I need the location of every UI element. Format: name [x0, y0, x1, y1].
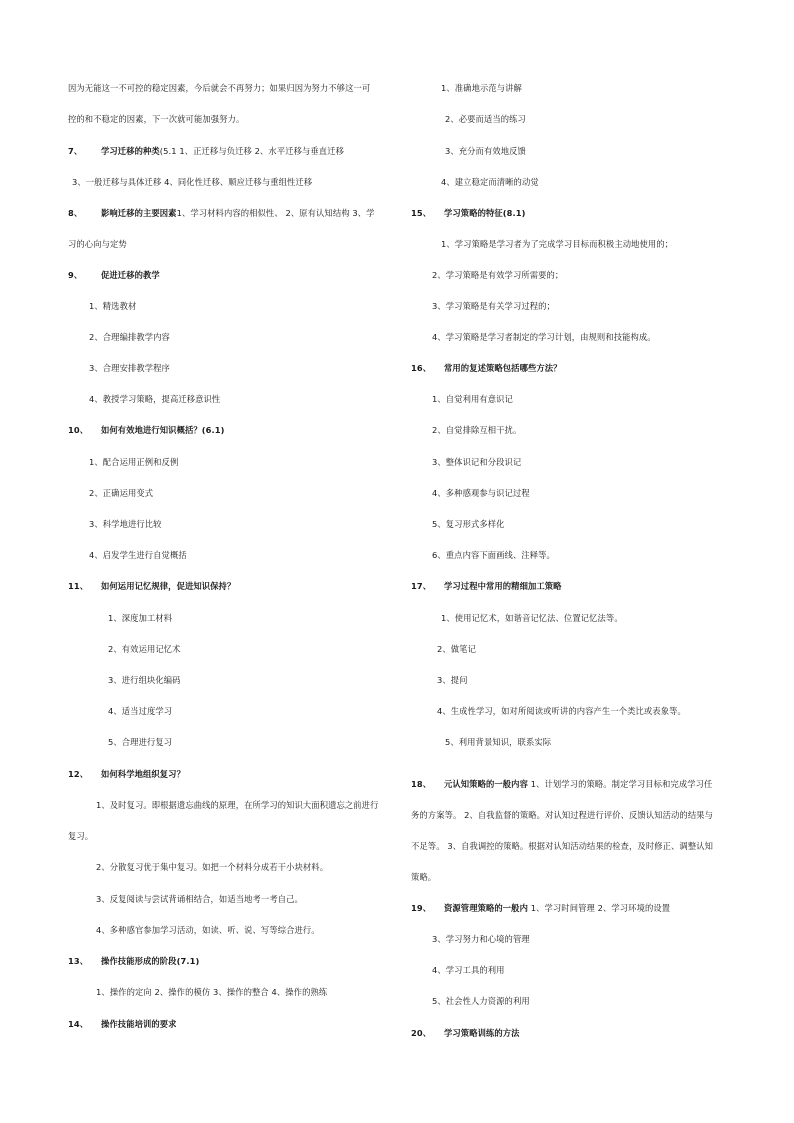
heading-title: 操作技能形成的阶段 [101, 956, 177, 966]
heading-number: 9、 [68, 270, 83, 280]
list-item: 4、启发学生进行自觉概括 [89, 550, 187, 560]
heading-number: 16、 [411, 363, 432, 373]
list-item: 4、多种感观参与识记过程 [432, 488, 530, 498]
list-item: 1、使用记忆术，如谐音记忆法、位置记忆法等。 [441, 613, 623, 623]
heading-rest: (5.1 1、正迁移与负迁移 2、水平迁移与垂直迁移 [159, 146, 344, 156]
heading-title: 资源管理策略的一般内 [444, 903, 528, 913]
list-item: 1、深度加工材料 [108, 613, 173, 623]
list-item: 2、有效运用记忆术 [108, 644, 181, 654]
list-item: 3、反复阅读与尝试背诵相结合，如适当地考一考自己。 [96, 894, 303, 904]
heading-q9 [68, 269, 160, 281]
heading-title: 影响迁移的主要因素 [101, 208, 177, 218]
list-item: 4、适当过度学习 [108, 706, 173, 716]
heading-rest: (6.1) [201, 425, 225, 435]
heading-number: 10、 [68, 425, 89, 435]
heading-rest: 1、学习时间管理 2、学习环境的设置 [527, 903, 671, 913]
heading-q15 [411, 207, 526, 219]
list-item: 4、生成性学习，如对所阅读或听讲的内容产生一个类比或表象等。 [437, 706, 686, 716]
list-item: 2、必要而适当的练习 [445, 114, 526, 124]
heading-title: 学习过程中常用的精细加工策略 [444, 581, 562, 591]
heading-q18 [411, 778, 712, 790]
heading-rest: (8.1) [502, 208, 526, 218]
paragraph-line: 复习。 [68, 831, 94, 841]
heading-number: 15、 [411, 208, 432, 218]
list-item: 5、合理进行复习 [108, 737, 173, 747]
heading-q20 [411, 1027, 520, 1039]
heading-number: 20、 [411, 1028, 432, 1038]
list-item: 1、学习策略是学习者为了完成学习目标而积极主动地使用的； [441, 239, 674, 249]
heading-q19 [411, 902, 670, 914]
paragraph-line: 不足等。 3、自我调控的策略。根据对认知活动结果的检查，及时修正、调整认知 [411, 841, 714, 851]
heading-q17 [411, 580, 562, 592]
paragraph-line: 因为无能这一不可控的稳定因素，今后就会不再努力；如果归因为努力不够这一可 [68, 83, 371, 93]
paragraph-line: 务的方案等。 2、自我监督的策略。对认知过程进行评价、反馈认知活动的结果与 [411, 810, 714, 820]
heading-number: 8、 [68, 208, 83, 218]
list-item: 1、精选教材 [89, 301, 137, 311]
heading-q7 [68, 145, 344, 157]
list-item: 2、做笔记 [437, 644, 476, 654]
list-item: 4、建立稳定而清晰的动觉 [441, 177, 539, 187]
paragraph-line: 控的和不稳定的因素，下一次就可能加强努力。 [68, 114, 245, 124]
list-item: 1、准确地示范与讲解 [441, 83, 522, 93]
list-item: 4、学习策略是学习者制定的学习计划，由规则和技能构成。 [432, 332, 656, 342]
list-item: 3、充分而有效地反馈 [445, 146, 526, 156]
heading-rest: 1、学习材料内容的相似性、 2、原有认知结构 3、学 [176, 208, 375, 218]
heading-title: 学习迁移的种类 [101, 146, 160, 156]
list-item: 4、教授学习策略，提高迁移意识性 [89, 394, 221, 404]
list-item: 4、学习工具的利用 [432, 965, 505, 975]
paragraph-line: 策略。 [411, 872, 437, 882]
heading-number: 11、 [68, 581, 89, 591]
heading-rest: (7.1) [176, 956, 200, 966]
heading-number: 17、 [411, 581, 432, 591]
heading-rest: 1、计划学习的策略。制定学习目标和完成学习任 [527, 779, 713, 789]
list-item: 3、科学地进行比较 [89, 519, 162, 529]
heading-title: 常用的复述策略包括哪些方法？ [444, 363, 562, 373]
list-item: 2、自觉排除互相干扰。 [432, 425, 522, 435]
heading-title: 如何有效地进行知识概括？ [101, 425, 202, 435]
heading-title: 操作技能培训的要求 [101, 1019, 177, 1029]
heading-number: 13、 [68, 956, 89, 966]
list-item: 2、合理编排教学内容 [89, 332, 170, 342]
heading-q16 [411, 362, 562, 374]
list-item: 3、学习努力和心境的管理 [432, 934, 530, 944]
heading-title: 学习策略训练的方法 [444, 1028, 520, 1038]
heading-title: 促进迁移的教学 [101, 270, 160, 280]
list-item: 1、自觉利用有意识记 [432, 394, 513, 404]
paragraph-line: 1、及时复习。即根据遗忘曲线的原理，在所学习的知识大面积遗忘之前进行 [96, 800, 379, 810]
heading-q11 [68, 580, 235, 592]
list-item: 6、重点内容下面画线、注释等。 [432, 550, 555, 560]
heading-title: 如何科学地组织复习？ [101, 769, 185, 779]
list-item: 5、复习形式多样化 [432, 519, 505, 529]
paragraph-line: 1、操作的定向 2、操作的模仿 3、操作的整合 4、操作的熟练 [96, 987, 328, 997]
heading-number: 7、 [68, 146, 83, 156]
heading-title: 元认知策略的一般内容 [444, 779, 528, 789]
list-item: 2、分散复习优于集中复习。如把一个材料分成若干小块材料。 [96, 862, 329, 872]
list-item: 2、学习策略是有效学习所需要的； [432, 270, 564, 280]
heading-number: 18、 [411, 779, 432, 789]
list-item: 5、利用背景知识，联系实际 [445, 737, 552, 747]
list-item: 3、整体识记和分段识记 [432, 457, 522, 467]
list-item: 5、社会性人力资源的利用 [432, 996, 530, 1006]
heading-q10 [68, 424, 225, 436]
heading-number: 19、 [411, 903, 432, 913]
heading-q14 [68, 1018, 177, 1030]
heading-number: 12、 [68, 769, 89, 779]
heading-title: 学习策略的特征 [444, 208, 503, 218]
list-item: 3、合理安排教学程序 [89, 363, 170, 373]
list-item: 1、配合运用正例和反例 [89, 457, 179, 467]
heading-q13 [68, 955, 199, 967]
heading-q8 [68, 207, 375, 219]
list-item: 3、学习策略是有关学习过程的； [432, 301, 555, 311]
paragraph-line: 习的心向与定势 [68, 239, 127, 249]
heading-q12 [68, 768, 185, 780]
heading-number: 14、 [68, 1019, 89, 1029]
list-item: 3、提问 [437, 675, 468, 685]
heading-title: 如何运用记忆规律，促进知识保持？ [101, 581, 236, 591]
list-item: 4、多种感官参加学习活动，如读、听、说、写等综合进行。 [96, 925, 320, 935]
list-item: 3、进行组块化编码 [108, 675, 181, 685]
list-item: 2、正确运用变式 [89, 488, 154, 498]
paragraph-line: 3、一般迁移与具体迁移 4、同化性迁移、顺应迁移与重组性迁移 [72, 177, 313, 187]
